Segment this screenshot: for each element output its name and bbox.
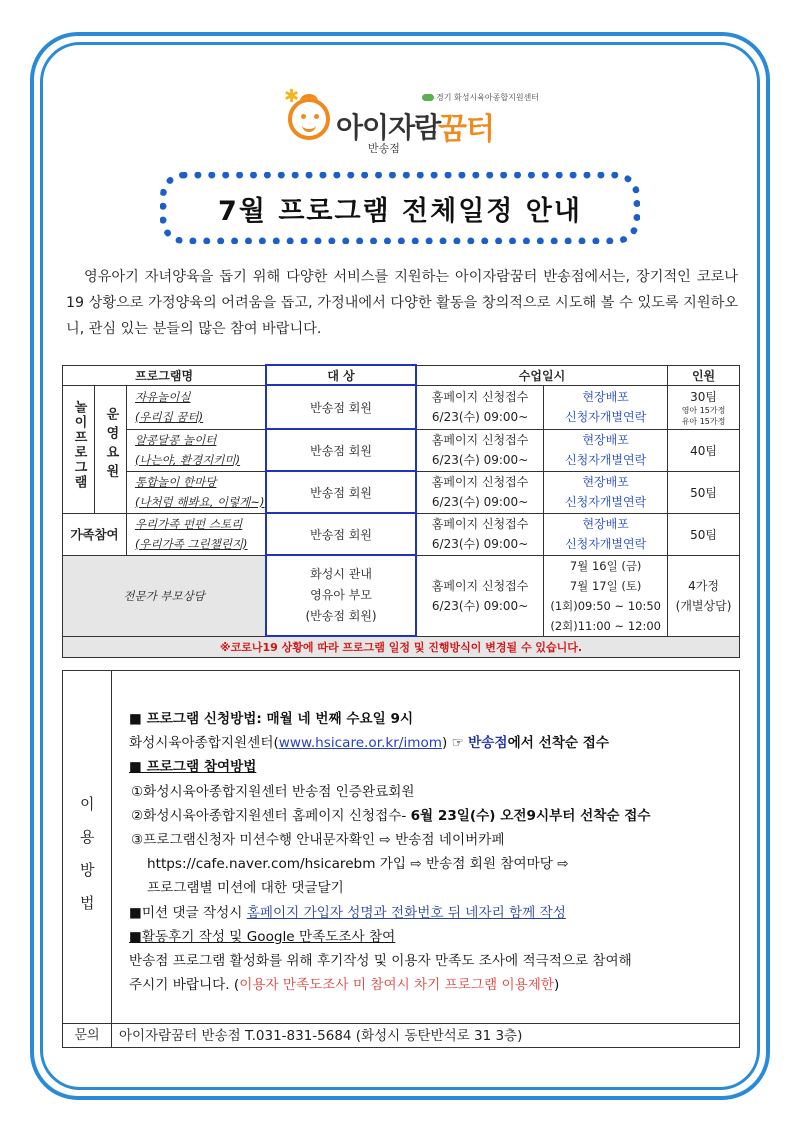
review-detail: 반송점 프로그램 활성화를 위해 후기작성 및 이용자 만족도 조사에 적극적으로 참여해 bbox=[129, 953, 632, 970]
header-people: 인원 bbox=[668, 365, 740, 385]
counsel-apply: 홈페이지 신청접수 6/23(수) 09:00~ bbox=[416, 555, 544, 636]
table-header-row bbox=[63, 365, 740, 385]
contact-info: 아이자람꿈터 반송점 T.031-831-5684 (화성시 동탄반석로 31 3층) bbox=[119, 1028, 523, 1044]
target-cell: 반송점 회원 bbox=[266, 429, 416, 471]
usage-content bbox=[129, 707, 729, 997]
usage-box bbox=[62, 670, 740, 1048]
logo-branch: 반송점 bbox=[368, 142, 400, 155]
usage-label: 이 용 방 법 bbox=[63, 671, 112, 1023]
page-title: 7월 프로그램 전체일정 안내 bbox=[218, 195, 582, 227]
target-cell: 반송점 회원 bbox=[266, 513, 416, 555]
notice-row bbox=[63, 636, 740, 658]
participate-heading: ■ 프로그램 참여방법 bbox=[129, 759, 257, 776]
center-logo-icon bbox=[422, 94, 434, 101]
participate-step-2: ②화성시육아종합지원센터 홈페이지 신청접수- 6월 23일(수) 오전9시부터 선착순 접수 bbox=[131, 807, 651, 824]
header-target: 대 상 bbox=[266, 365, 416, 385]
category-play-sub: 운영요원 bbox=[94, 385, 126, 513]
program-name: 알콩달콩 놀이터 (나는야, 환경지키미) bbox=[126, 429, 266, 471]
table-row bbox=[63, 471, 740, 513]
center-name: 경기 화성시육아종합지원센터 bbox=[422, 92, 539, 103]
schedule-table bbox=[62, 364, 740, 658]
intro-text: 영유아기 자녀양육을 돕기 위해 다양한 서비스를 지원하는 아이자람꿈터 반송점에서는, 장기적인 코로나19 상황으로 가정양육의 어려움을 돕고, 가정내에서 다양한 활동을 창의적으로 시도해 볼 수 있도록 지원하오니, 관심 있는 분들의 많은 참여 바랍니다. bbox=[66, 269, 738, 337]
table-row bbox=[63, 555, 740, 636]
review-heading: ■활동후기 작성 및 Google 만족도조사 참여 bbox=[129, 928, 396, 945]
counsel-people: 4가정 (개별상담) bbox=[668, 555, 740, 636]
category-family: 가족참여 bbox=[63, 513, 127, 555]
hsicare-link[interactable]: www.hsicare.or.kr/imom bbox=[278, 735, 443, 752]
table-row bbox=[63, 429, 740, 471]
notice-text: ※코로나19 상황에 따라 프로그램 일정 및 진행방식이 변경될 수 있습니다. bbox=[63, 636, 740, 658]
target-cell: 반송점 회원 bbox=[266, 385, 416, 429]
contact-label: 문의 bbox=[63, 1024, 112, 1048]
apply-cell: 홈페이지 신청접수 6/23(수) 09:00~ bbox=[416, 385, 544, 429]
people-cell: 40팀 bbox=[668, 429, 740, 471]
people-cell: 50팀 bbox=[668, 513, 740, 555]
header-schedule: 수업일시 bbox=[416, 365, 668, 385]
category-play: 놀이프로그램 bbox=[63, 385, 95, 513]
review-detail-2: 주시기 바랍니다. (이용자 만족도조사 미 참여시 차기 프로그램 이용제한) bbox=[129, 977, 560, 994]
table-row bbox=[63, 513, 740, 555]
onsite-cell: 현장배포 신청자개별연락 bbox=[544, 471, 668, 513]
apply-method-heading: ■ 프로그램 신청방법: 매월 네 번째 수요일 9시 bbox=[129, 711, 414, 727]
people-cell: 50팀 bbox=[668, 471, 740, 513]
apply-cell: 홈페이지 신청접수 6/23(수) 09:00~ bbox=[416, 429, 544, 471]
mission-comment: 프로그램별 미션에 대한 댓글달기 bbox=[147, 880, 344, 897]
program-name: 통합놀이 한마당 (나처럼 해봐요, 이렇게~) bbox=[126, 471, 266, 513]
counsel-target: 화성시 관내 영유아 부모 (반송점 회원) bbox=[266, 555, 416, 636]
cafe-url: https://cafe.naver.com/hsicarebm 가입 ⇨ 반송점 회원 참여마당 ⇨ bbox=[147, 856, 569, 873]
contact-row bbox=[63, 1023, 739, 1048]
program-name: 우리가족 펀펀 스토리 (우리가족 그린챌린지) bbox=[126, 513, 266, 555]
apply-method-detail: 화성시육아종합지원센터(www.hsicare.or.kr/imom) ☞ 반송점에서 선착순 접수 bbox=[129, 735, 609, 752]
target-cell: 반송점 회원 bbox=[266, 471, 416, 513]
onsite-cell: 현장배포 신청자개별연락 bbox=[544, 513, 668, 555]
apply-cell: 홈페이지 신청접수 6/23(수) 09:00~ bbox=[416, 513, 544, 555]
counsel-dates: 7월 16일 (금) 7월 17일 (토) (1회)09:50 ~ 10:50 (2회)11:00 ~ 12:00 bbox=[544, 555, 668, 636]
apply-cell: 홈페이지 신청접수 6/23(수) 09:00~ bbox=[416, 471, 544, 513]
onsite-cell: 현장배포 신청자개별연락 bbox=[544, 385, 668, 429]
program-name: 자유놀이실 (우리집 꿈터) bbox=[126, 385, 266, 429]
title-banner bbox=[160, 172, 640, 244]
table-row bbox=[63, 385, 740, 429]
logo-name-a: 아이자람 bbox=[336, 111, 441, 144]
star-icon: ✱ bbox=[284, 86, 300, 107]
participate-step-1: ①화성시육아종합지원센터 반송점 인증완료회원 bbox=[131, 783, 415, 800]
logo bbox=[280, 84, 540, 156]
logo-name-b: 꿈터 bbox=[438, 112, 494, 147]
participate-step-3: ③프로그램신청자 미션수행 안내문자확인 ⇨ 반송점 네이버카페 bbox=[131, 832, 505, 849]
counsel-name: 전문가 부모상담 bbox=[63, 555, 267, 636]
comment-rule: ■미션 댓글 작성시 홈페이지 가입자 성명과 전화번호 뒤 네자리 함께 작성 bbox=[129, 904, 566, 921]
header-program: 프로그램명 bbox=[63, 365, 267, 385]
onsite-cell: 현장배포 신청자개별연락 bbox=[544, 429, 668, 471]
people-cell: 30팀 영아 15가정 유아 15가정 bbox=[668, 385, 740, 429]
